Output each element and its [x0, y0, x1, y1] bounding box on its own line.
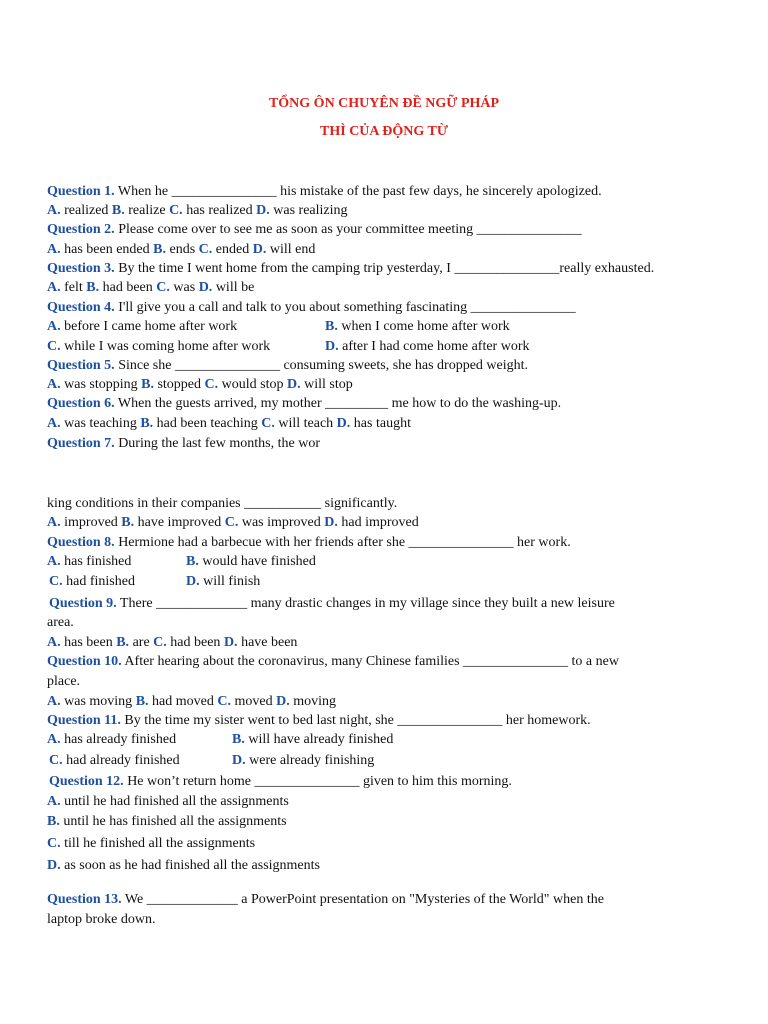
option-text: while I was coming home after work — [60, 339, 271, 354]
option-text: ends — [166, 242, 199, 257]
option-letter: B. — [140, 416, 154, 431]
option-letter: B. — [47, 814, 60, 829]
question-4-option-b — [325, 318, 510, 336]
option-letter: D. — [186, 574, 200, 589]
option-letter: A. — [47, 280, 61, 295]
option-text: has finished — [60, 554, 132, 569]
option-letter: A. — [47, 694, 61, 709]
question-text: He won’t return home _______________ given to him this morning. — [123, 774, 512, 789]
option-letter: D. — [276, 694, 290, 709]
option-text: ended — [212, 242, 253, 257]
option-text: has taught — [350, 416, 411, 431]
option-text: had been teaching — [153, 416, 262, 431]
option-text: had already finished — [62, 753, 180, 768]
question-5 — [47, 357, 528, 375]
option-text: improved — [60, 515, 122, 530]
option-letter: C. — [204, 377, 219, 392]
question-3 — [47, 260, 654, 278]
option-text: moved — [230, 694, 277, 709]
option-letter: C. — [198, 242, 213, 257]
option-letter: D. — [232, 753, 246, 768]
option-text: will finish — [199, 574, 261, 589]
option-text: will have already finished — [244, 732, 394, 747]
question-text: Since she _______________ consuming sweets, she has dropped weight. — [114, 358, 529, 373]
option-text: will be — [212, 280, 255, 295]
option-letter: D. — [336, 416, 351, 431]
question-label: Question 2. — [47, 222, 115, 237]
option-text: realize — [124, 203, 170, 218]
option-letter: A. — [47, 203, 61, 218]
question-8-option-b — [186, 553, 316, 571]
question-text: There _____________ many drastic changes in my village since they built a new leisure — [116, 596, 615, 611]
option-letter: A. — [47, 242, 61, 257]
option-letter: B. — [116, 635, 130, 650]
option-text: would stop — [218, 377, 287, 392]
option-letter: B. — [141, 377, 154, 392]
question-label: Question 13. — [47, 892, 122, 907]
option-letter: C. — [261, 416, 275, 431]
option-text: will stop — [300, 377, 353, 392]
question-11-option-c — [49, 752, 180, 770]
question-12-option-a — [47, 793, 289, 811]
question-label: Question 8. — [47, 535, 115, 550]
option-text: before I came home after work — [60, 319, 238, 334]
question-4-option-a — [47, 318, 237, 336]
question-text: After hearing about the coronavirus, many Chinese families _______________ to a new — [121, 654, 619, 669]
option-letter: A. — [47, 319, 61, 334]
question-12-option-b — [47, 813, 287, 831]
question-label: Question 12. — [49, 774, 124, 789]
option-letter: B. — [135, 694, 149, 709]
question-8 — [47, 534, 571, 552]
option-letter: A. — [47, 377, 61, 392]
question-text: When the guests arrived, my mother _________ me how to do the washing-up. — [114, 396, 562, 411]
question-12 — [49, 773, 512, 791]
option-letter: A. — [47, 794, 61, 809]
option-text: after I had come home after work — [338, 339, 530, 354]
option-text: was — [169, 280, 199, 295]
question-11-option-b — [232, 731, 393, 749]
question-text: By the time my sister went to bed last night, she _______________ her homework. — [120, 713, 591, 728]
question-2-options — [47, 241, 315, 259]
option-letter: C. — [49, 753, 63, 768]
option-text: has already finished — [60, 732, 177, 747]
question-7-options — [47, 514, 419, 532]
question-10-continuation: place. — [47, 674, 81, 689]
option-letter: C. — [217, 694, 231, 709]
question-label: Question 7. — [47, 436, 115, 451]
option-text: until he has finished all the assignments — [59, 814, 287, 829]
question-6-options — [47, 415, 411, 433]
option-text: will teach — [274, 416, 337, 431]
option-letter: B. — [121, 515, 135, 530]
option-letter: B. — [186, 554, 199, 569]
option-letter: D. — [198, 280, 213, 295]
question-9 — [49, 595, 615, 613]
option-text: when I come home after work — [337, 319, 510, 334]
question-7 — [47, 435, 320, 453]
option-text: was teaching — [60, 416, 141, 431]
option-text: are — [129, 635, 154, 650]
option-letter: A. — [47, 554, 61, 569]
question-3-options — [47, 279, 254, 297]
option-letter: C. — [224, 515, 239, 530]
option-letter: D. — [252, 242, 267, 257]
question-1 — [47, 183, 602, 201]
option-text: was moving — [60, 694, 136, 709]
question-9-continuation: area. — [47, 615, 74, 630]
question-5-options — [47, 376, 353, 394]
option-text: has been — [60, 635, 117, 650]
question-11-option-a — [47, 731, 176, 749]
question-8-option-d — [186, 573, 260, 591]
option-text: will end — [266, 242, 316, 257]
question-12-option-c — [47, 835, 255, 853]
option-text: as soon as he had finished all the assignments — [60, 858, 320, 873]
question-label: Question 10. — [47, 654, 122, 669]
question-label: Question 9. — [49, 596, 117, 611]
question-7-continuation: king conditions in their companies ___________ significantly. — [47, 496, 398, 511]
question-text: We _____________ a PowerPoint presentation on "Mysteries of the World" when the — [121, 892, 604, 907]
option-letter: A. — [47, 732, 61, 747]
question-13-continuation: laptop broke down. — [47, 912, 156, 927]
option-letter: A. — [47, 515, 61, 530]
question-text: Hermione had a barbecue with her friends after she _______________ her work. — [114, 535, 571, 550]
option-letter: B. — [232, 732, 245, 747]
option-letter: B. — [86, 280, 100, 295]
question-label: Question 11. — [47, 713, 121, 728]
option-letter: D. — [223, 635, 238, 650]
option-text: had been — [99, 280, 157, 295]
question-4-option-d — [325, 338, 529, 356]
question-label: Question 1. — [47, 184, 115, 199]
option-letter: C. — [47, 339, 61, 354]
question-label: Question 6. — [47, 396, 115, 411]
option-text: was realizing — [269, 203, 348, 218]
option-letter: D. — [325, 339, 339, 354]
question-text: By the time I went home from the camping trip yesterday, I _______________really exhausted. — [114, 261, 655, 276]
question-8-option-c — [49, 573, 135, 591]
question-11-option-d — [232, 752, 374, 770]
document-subtitle: THÌ CỦA ĐỘNG TỪ — [320, 124, 448, 139]
option-letter: D. — [47, 858, 61, 873]
option-letter: C. — [169, 203, 183, 218]
question-1-options — [47, 202, 348, 220]
option-letter: B. — [111, 203, 125, 218]
question-4-option-c — [47, 338, 270, 356]
option-letter: C. — [153, 635, 167, 650]
option-text: has been ended — [60, 242, 154, 257]
option-letter: D. — [287, 377, 301, 392]
document-title: TỔNG ÔN CHUYÊN ĐỀ NGỮ PHÁP — [268, 96, 500, 111]
option-text: would have finished — [198, 554, 316, 569]
option-text: was improved — [238, 515, 325, 530]
option-text: had moved — [148, 694, 218, 709]
option-text: had finished — [62, 574, 135, 589]
question-2 — [47, 221, 582, 239]
option-text: had improved — [337, 515, 419, 530]
question-text: During the last few months, the wor — [114, 436, 320, 451]
option-letter: C. — [156, 280, 170, 295]
option-text: had been — [166, 635, 224, 650]
option-text: stopped — [153, 377, 205, 392]
question-8-option-a — [47, 553, 131, 571]
question-label: Question 3. — [47, 261, 115, 276]
question-11 — [47, 712, 591, 730]
question-9-options — [47, 634, 297, 652]
option-text: realized — [60, 203, 112, 218]
option-letter: B. — [153, 242, 166, 257]
option-letter: A. — [47, 635, 61, 650]
question-text: I'll give you a call and talk to you about something fascinating _______________ — [114, 300, 576, 315]
option-text: were already finishing — [245, 753, 375, 768]
question-4 — [47, 299, 576, 317]
option-letter: C. — [49, 574, 63, 589]
option-text: felt — [60, 280, 87, 295]
question-6 — [47, 395, 561, 413]
option-text: till he finished all the assignments — [60, 836, 256, 851]
question-13 — [47, 891, 604, 909]
option-letter: A. — [47, 416, 61, 431]
option-letter: C. — [47, 836, 61, 851]
question-12-option-d — [47, 857, 320, 875]
option-letter: D. — [256, 203, 270, 218]
question-label: Question 5. — [47, 358, 115, 373]
question-label: Question 4. — [47, 300, 115, 315]
option-text: have improved — [134, 515, 225, 530]
option-text: until he had finished all the assignments — [60, 794, 289, 809]
option-text: have been — [237, 635, 298, 650]
option-text: has realized — [182, 203, 257, 218]
question-10 — [47, 653, 619, 671]
question-text: Please come over to see me as soon as your committee meeting _______________ — [114, 222, 582, 237]
question-text: When he _______________ his mistake of the past few days, he sincerely apologized. — [114, 184, 602, 199]
option-text: moving — [289, 694, 336, 709]
option-text: was stopping — [60, 377, 142, 392]
question-10-options — [47, 693, 336, 711]
option-letter: B. — [325, 319, 338, 334]
option-letter: D. — [324, 515, 338, 530]
